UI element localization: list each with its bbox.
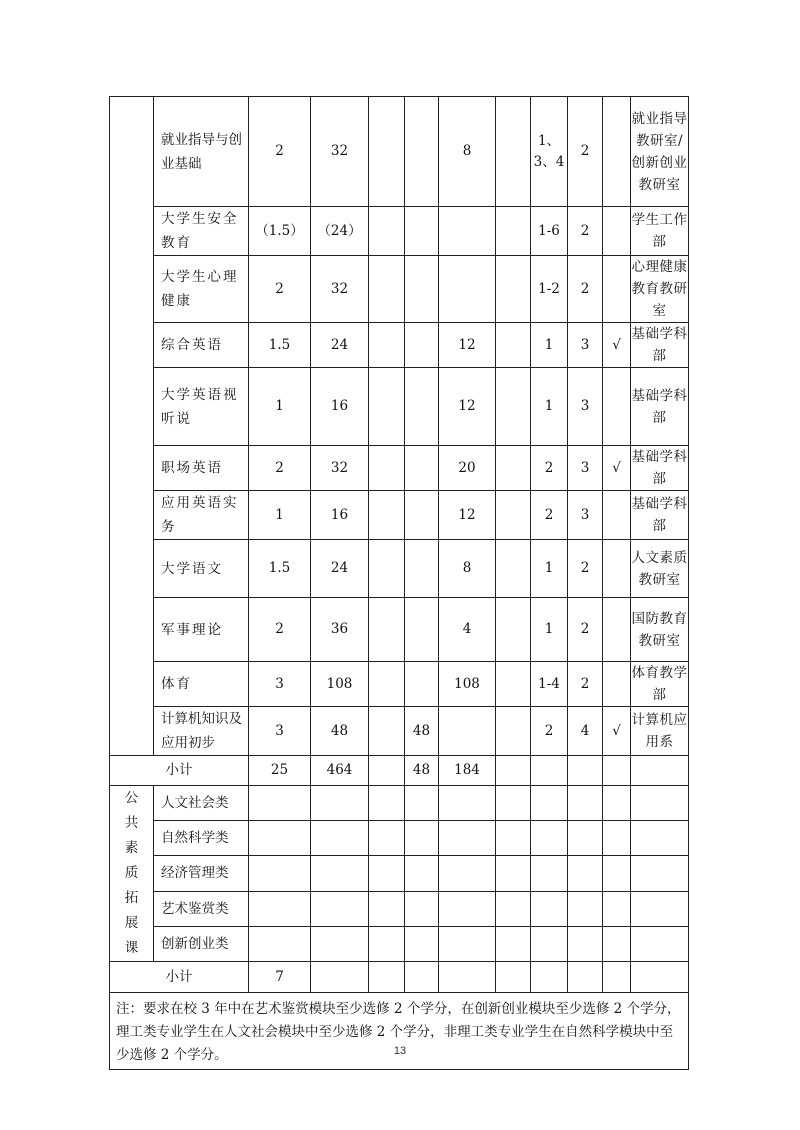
blank-cell bbox=[631, 962, 689, 993]
blank-cell bbox=[531, 891, 568, 926]
blank-cell bbox=[568, 786, 603, 821]
blank-cell bbox=[496, 256, 531, 323]
blank-cell bbox=[603, 962, 631, 993]
credit-cell: 2 bbox=[249, 97, 311, 207]
credit-cell: 2 bbox=[249, 446, 311, 491]
course-row bbox=[110, 207, 689, 256]
blank-cell bbox=[439, 821, 496, 856]
blank-cell bbox=[568, 962, 603, 993]
course-name: 应用英语实务 bbox=[154, 491, 249, 540]
blank-cell bbox=[439, 786, 496, 821]
course-row bbox=[110, 323, 689, 368]
module-name: 创新创业类 bbox=[154, 926, 249, 961]
blank-cell bbox=[631, 821, 689, 856]
blank-cell bbox=[531, 756, 568, 786]
blank-cell bbox=[631, 786, 689, 821]
blank-cell bbox=[631, 926, 689, 961]
blank-cell bbox=[568, 891, 603, 926]
semester-cell: 1、3、4 bbox=[531, 97, 568, 207]
subtotal-credit: 7 bbox=[249, 962, 311, 993]
course-row bbox=[110, 97, 689, 207]
weekly-hours-cell: 2 bbox=[568, 598, 603, 662]
course-row bbox=[110, 491, 689, 540]
blank-cell bbox=[603, 856, 631, 891]
course-row bbox=[110, 368, 689, 446]
credit-cell: 3 bbox=[249, 707, 311, 756]
other-hours-cell: 12 bbox=[439, 491, 496, 540]
blank-cell bbox=[311, 786, 369, 821]
course-row bbox=[110, 446, 689, 491]
blank-cell bbox=[369, 368, 405, 446]
credit-cell: 1.5 bbox=[249, 540, 311, 598]
blank-cell bbox=[405, 786, 439, 821]
subtotal-label: 小计 bbox=[110, 962, 249, 993]
course-row bbox=[110, 598, 689, 662]
credit-cell: 1 bbox=[249, 491, 311, 540]
semester-cell: 1 bbox=[531, 323, 568, 368]
other-hours-cell: 4 bbox=[439, 598, 496, 662]
practice-hours-cell bbox=[405, 446, 439, 491]
hours-cell: 24 bbox=[311, 323, 369, 368]
course-name: 大学语文 bbox=[154, 540, 249, 598]
blank-cell bbox=[405, 891, 439, 926]
practice-hours-cell bbox=[405, 256, 439, 323]
other-hours-cell: 8 bbox=[439, 540, 496, 598]
subtotal-label: 小计 bbox=[110, 756, 249, 786]
subtotal-other-hours: 184 bbox=[439, 756, 496, 786]
blank-cell bbox=[439, 891, 496, 926]
blank-cell bbox=[496, 856, 531, 891]
hours-cell: 108 bbox=[311, 662, 369, 707]
blank-cell bbox=[603, 821, 631, 856]
credit-cell: 1 bbox=[249, 368, 311, 446]
blank-cell bbox=[369, 540, 405, 598]
blank-cell bbox=[311, 856, 369, 891]
credit-cell: 2 bbox=[249, 598, 311, 662]
blank-cell bbox=[369, 756, 405, 786]
other-hours-cell: 20 bbox=[439, 446, 496, 491]
blank-cell bbox=[531, 821, 568, 856]
blank-cell bbox=[496, 540, 531, 598]
credit-cell: 2 bbox=[249, 256, 311, 323]
hours-cell: 32 bbox=[311, 97, 369, 207]
department-cell: 就业指导教研室/创新创业教研室 bbox=[631, 97, 689, 207]
practice-hours-cell bbox=[405, 207, 439, 256]
module-name: 人文社会类 bbox=[154, 786, 249, 821]
check-mark-cell: √ bbox=[603, 323, 631, 368]
blank-cell bbox=[405, 856, 439, 891]
blank-cell bbox=[531, 856, 568, 891]
semester-cell: 1 bbox=[531, 540, 568, 598]
blank-cell bbox=[531, 962, 568, 993]
hours-cell: （24） bbox=[311, 207, 369, 256]
hours-cell: 16 bbox=[311, 368, 369, 446]
other-hours-cell: 12 bbox=[439, 323, 496, 368]
weekly-hours-cell: 2 bbox=[568, 662, 603, 707]
blank-cell bbox=[603, 756, 631, 786]
department-cell: 学生工作部 bbox=[631, 207, 689, 256]
note-text: 注：要求在校 3 年中在艺术鉴赏模块至少选修 2 个学分，在创新创业模块至少选修 2 个学分，理工类专业学生在人文社会模块中至少选修 2 个学分，非理工类专业学生在自然科学模块中至少选修 2 个学分。 bbox=[110, 993, 689, 1070]
blank-cell bbox=[496, 926, 531, 961]
blank-cell bbox=[369, 786, 405, 821]
course-name: 综合英语 bbox=[154, 323, 249, 368]
credit-cell: 1.5 bbox=[249, 323, 311, 368]
check-mark-cell: √ bbox=[603, 707, 631, 756]
check-mark-cell bbox=[603, 368, 631, 446]
course-name: 大学生安全教育 bbox=[154, 207, 249, 256]
other-hours-cell: 8 bbox=[439, 97, 496, 207]
course-row bbox=[110, 540, 689, 598]
blank-cell bbox=[568, 926, 603, 961]
check-mark-cell bbox=[603, 662, 631, 707]
blank-cell bbox=[496, 662, 531, 707]
weekly-hours-cell: 3 bbox=[568, 323, 603, 368]
blank-cell bbox=[439, 926, 496, 961]
weekly-hours-cell: 3 bbox=[568, 491, 603, 540]
blank-cell bbox=[568, 821, 603, 856]
semester-cell: 1-6 bbox=[531, 207, 568, 256]
blank-cell bbox=[531, 926, 568, 961]
hours-cell: 32 bbox=[311, 446, 369, 491]
blank-cell bbox=[369, 707, 405, 756]
blank-cell bbox=[496, 97, 531, 207]
other-hours-cell bbox=[439, 707, 496, 756]
weekly-hours-cell: 2 bbox=[568, 207, 603, 256]
subtotal-row bbox=[110, 756, 689, 786]
weekly-hours-cell: 2 bbox=[568, 97, 603, 207]
blank-cell bbox=[249, 821, 311, 856]
course-name: 职场英语 bbox=[154, 446, 249, 491]
course-name: 就业指导与创业基础 bbox=[154, 97, 249, 207]
department-cell: 人文素质教研室 bbox=[631, 540, 689, 598]
module-name: 经济管理类 bbox=[154, 856, 249, 891]
blank-cell bbox=[369, 491, 405, 540]
blank-cell bbox=[631, 891, 689, 926]
blank-cell bbox=[405, 926, 439, 961]
practice-hours-cell bbox=[405, 491, 439, 540]
blank-cell bbox=[369, 662, 405, 707]
semester-cell: 2 bbox=[531, 707, 568, 756]
department-cell: 心理健康教育教研室 bbox=[631, 256, 689, 323]
check-mark-cell bbox=[603, 97, 631, 207]
practice-hours-cell bbox=[405, 97, 439, 207]
department-cell: 基础学科部 bbox=[631, 323, 689, 368]
blank-cell bbox=[496, 368, 531, 446]
check-mark-cell bbox=[603, 207, 631, 256]
semester-cell: 2 bbox=[531, 491, 568, 540]
semester-cell: 1 bbox=[531, 598, 568, 662]
course-name: 大学生心理健康 bbox=[154, 256, 249, 323]
elective-row bbox=[110, 856, 689, 891]
weekly-hours-cell: 4 bbox=[568, 707, 603, 756]
department-cell: 体育教学部 bbox=[631, 662, 689, 707]
blank-cell bbox=[496, 962, 531, 993]
blank-cell bbox=[369, 598, 405, 662]
blank-cell bbox=[249, 786, 311, 821]
blank-cell bbox=[496, 707, 531, 756]
module-name: 自然科学类 bbox=[154, 821, 249, 856]
semester-cell: 1 bbox=[531, 368, 568, 446]
hours-cell: 48 bbox=[311, 707, 369, 756]
blank-cell bbox=[496, 207, 531, 256]
practice-hours-cell bbox=[405, 540, 439, 598]
course-plan-table bbox=[109, 96, 689, 1070]
page-number: 13 bbox=[393, 1045, 407, 1057]
blank-cell bbox=[311, 926, 369, 961]
practice-hours-cell bbox=[405, 323, 439, 368]
subtotal-practice-hours: 48 bbox=[405, 756, 439, 786]
department-cell: 基础学科部 bbox=[631, 491, 689, 540]
other-hours-cell bbox=[439, 256, 496, 323]
blank-cell bbox=[496, 891, 531, 926]
blank-cell bbox=[405, 962, 439, 993]
blank-cell bbox=[369, 256, 405, 323]
practice-hours-cell bbox=[405, 368, 439, 446]
blank-cell bbox=[311, 821, 369, 856]
elective-row bbox=[110, 891, 689, 926]
blank-cell bbox=[369, 926, 405, 961]
blank-cell bbox=[369, 446, 405, 491]
blank-cell bbox=[369, 97, 405, 207]
semester-cell: 1-4 bbox=[531, 662, 568, 707]
blank-cell bbox=[568, 756, 603, 786]
blank-cell bbox=[631, 856, 689, 891]
subtotal-row bbox=[110, 962, 689, 993]
blank-cell bbox=[249, 891, 311, 926]
blank-cell bbox=[496, 598, 531, 662]
course-name: 计算机知识及应用初步 bbox=[154, 707, 249, 756]
group-label-cell bbox=[110, 97, 154, 756]
blank-cell bbox=[531, 786, 568, 821]
semester-cell: 2 bbox=[531, 446, 568, 491]
practice-hours-cell bbox=[405, 662, 439, 707]
course-name: 体育 bbox=[154, 662, 249, 707]
note-row bbox=[110, 993, 689, 1070]
course-row bbox=[110, 707, 689, 756]
course-row bbox=[110, 256, 689, 323]
other-hours-cell bbox=[439, 207, 496, 256]
blank-cell bbox=[405, 821, 439, 856]
subtotal-hours: 464 bbox=[311, 756, 369, 786]
blank-cell bbox=[369, 962, 405, 993]
weekly-hours-cell: 3 bbox=[568, 446, 603, 491]
check-mark-cell: √ bbox=[603, 446, 631, 491]
blank-cell bbox=[603, 926, 631, 961]
other-hours-cell: 108 bbox=[439, 662, 496, 707]
blank-cell bbox=[311, 962, 369, 993]
check-mark-cell bbox=[603, 491, 631, 540]
hours-cell: 32 bbox=[311, 256, 369, 323]
course-row bbox=[110, 662, 689, 707]
blank-cell bbox=[439, 962, 496, 993]
module-name: 艺术鉴赏类 bbox=[154, 891, 249, 926]
group-label-vertical bbox=[110, 786, 154, 962]
weekly-hours-cell: 3 bbox=[568, 368, 603, 446]
hours-cell: 24 bbox=[311, 540, 369, 598]
department-cell: 基础学科部 bbox=[631, 446, 689, 491]
blank-cell bbox=[496, 491, 531, 540]
practice-hours-cell: 48 bbox=[405, 707, 439, 756]
department-cell: 国防教育教研室 bbox=[631, 598, 689, 662]
elective-row bbox=[110, 786, 689, 821]
course-name: 军事理论 bbox=[154, 598, 249, 662]
subtotal-credit: 25 bbox=[249, 756, 311, 786]
course-name: 大学英语视听说 bbox=[154, 368, 249, 446]
weekly-hours-cell: 2 bbox=[568, 540, 603, 598]
department-cell: 基础学科部 bbox=[631, 368, 689, 446]
semester-cell: 1-2 bbox=[531, 256, 568, 323]
elective-row bbox=[110, 821, 689, 856]
blank-cell bbox=[496, 756, 531, 786]
blank-cell bbox=[369, 856, 405, 891]
check-mark-cell bbox=[603, 598, 631, 662]
department-cell: 计算机应用系 bbox=[631, 707, 689, 756]
blank-cell bbox=[249, 926, 311, 961]
blank-cell bbox=[369, 323, 405, 368]
blank-cell bbox=[603, 786, 631, 821]
other-hours-cell: 12 bbox=[439, 368, 496, 446]
blank-cell bbox=[369, 821, 405, 856]
credit-cell: 3 bbox=[249, 662, 311, 707]
blank-cell bbox=[496, 323, 531, 368]
weekly-hours-cell: 2 bbox=[568, 256, 603, 323]
blank-cell bbox=[249, 856, 311, 891]
blank-cell bbox=[496, 446, 531, 491]
blank-cell bbox=[603, 891, 631, 926]
blank-cell bbox=[568, 856, 603, 891]
group-label-text: 公共素质拓展课 bbox=[124, 790, 139, 956]
check-mark-cell bbox=[603, 256, 631, 323]
blank-cell bbox=[439, 856, 496, 891]
hours-cell: 16 bbox=[311, 491, 369, 540]
blank-cell bbox=[369, 207, 405, 256]
blank-cell bbox=[369, 891, 405, 926]
credit-cell: （1.5） bbox=[249, 207, 311, 256]
blank-cell bbox=[496, 821, 531, 856]
elective-row bbox=[110, 926, 689, 961]
blank-cell bbox=[631, 756, 689, 786]
blank-cell bbox=[496, 786, 531, 821]
practice-hours-cell bbox=[405, 598, 439, 662]
check-mark-cell bbox=[603, 540, 631, 598]
blank-cell bbox=[311, 891, 369, 926]
hours-cell: 36 bbox=[311, 598, 369, 662]
